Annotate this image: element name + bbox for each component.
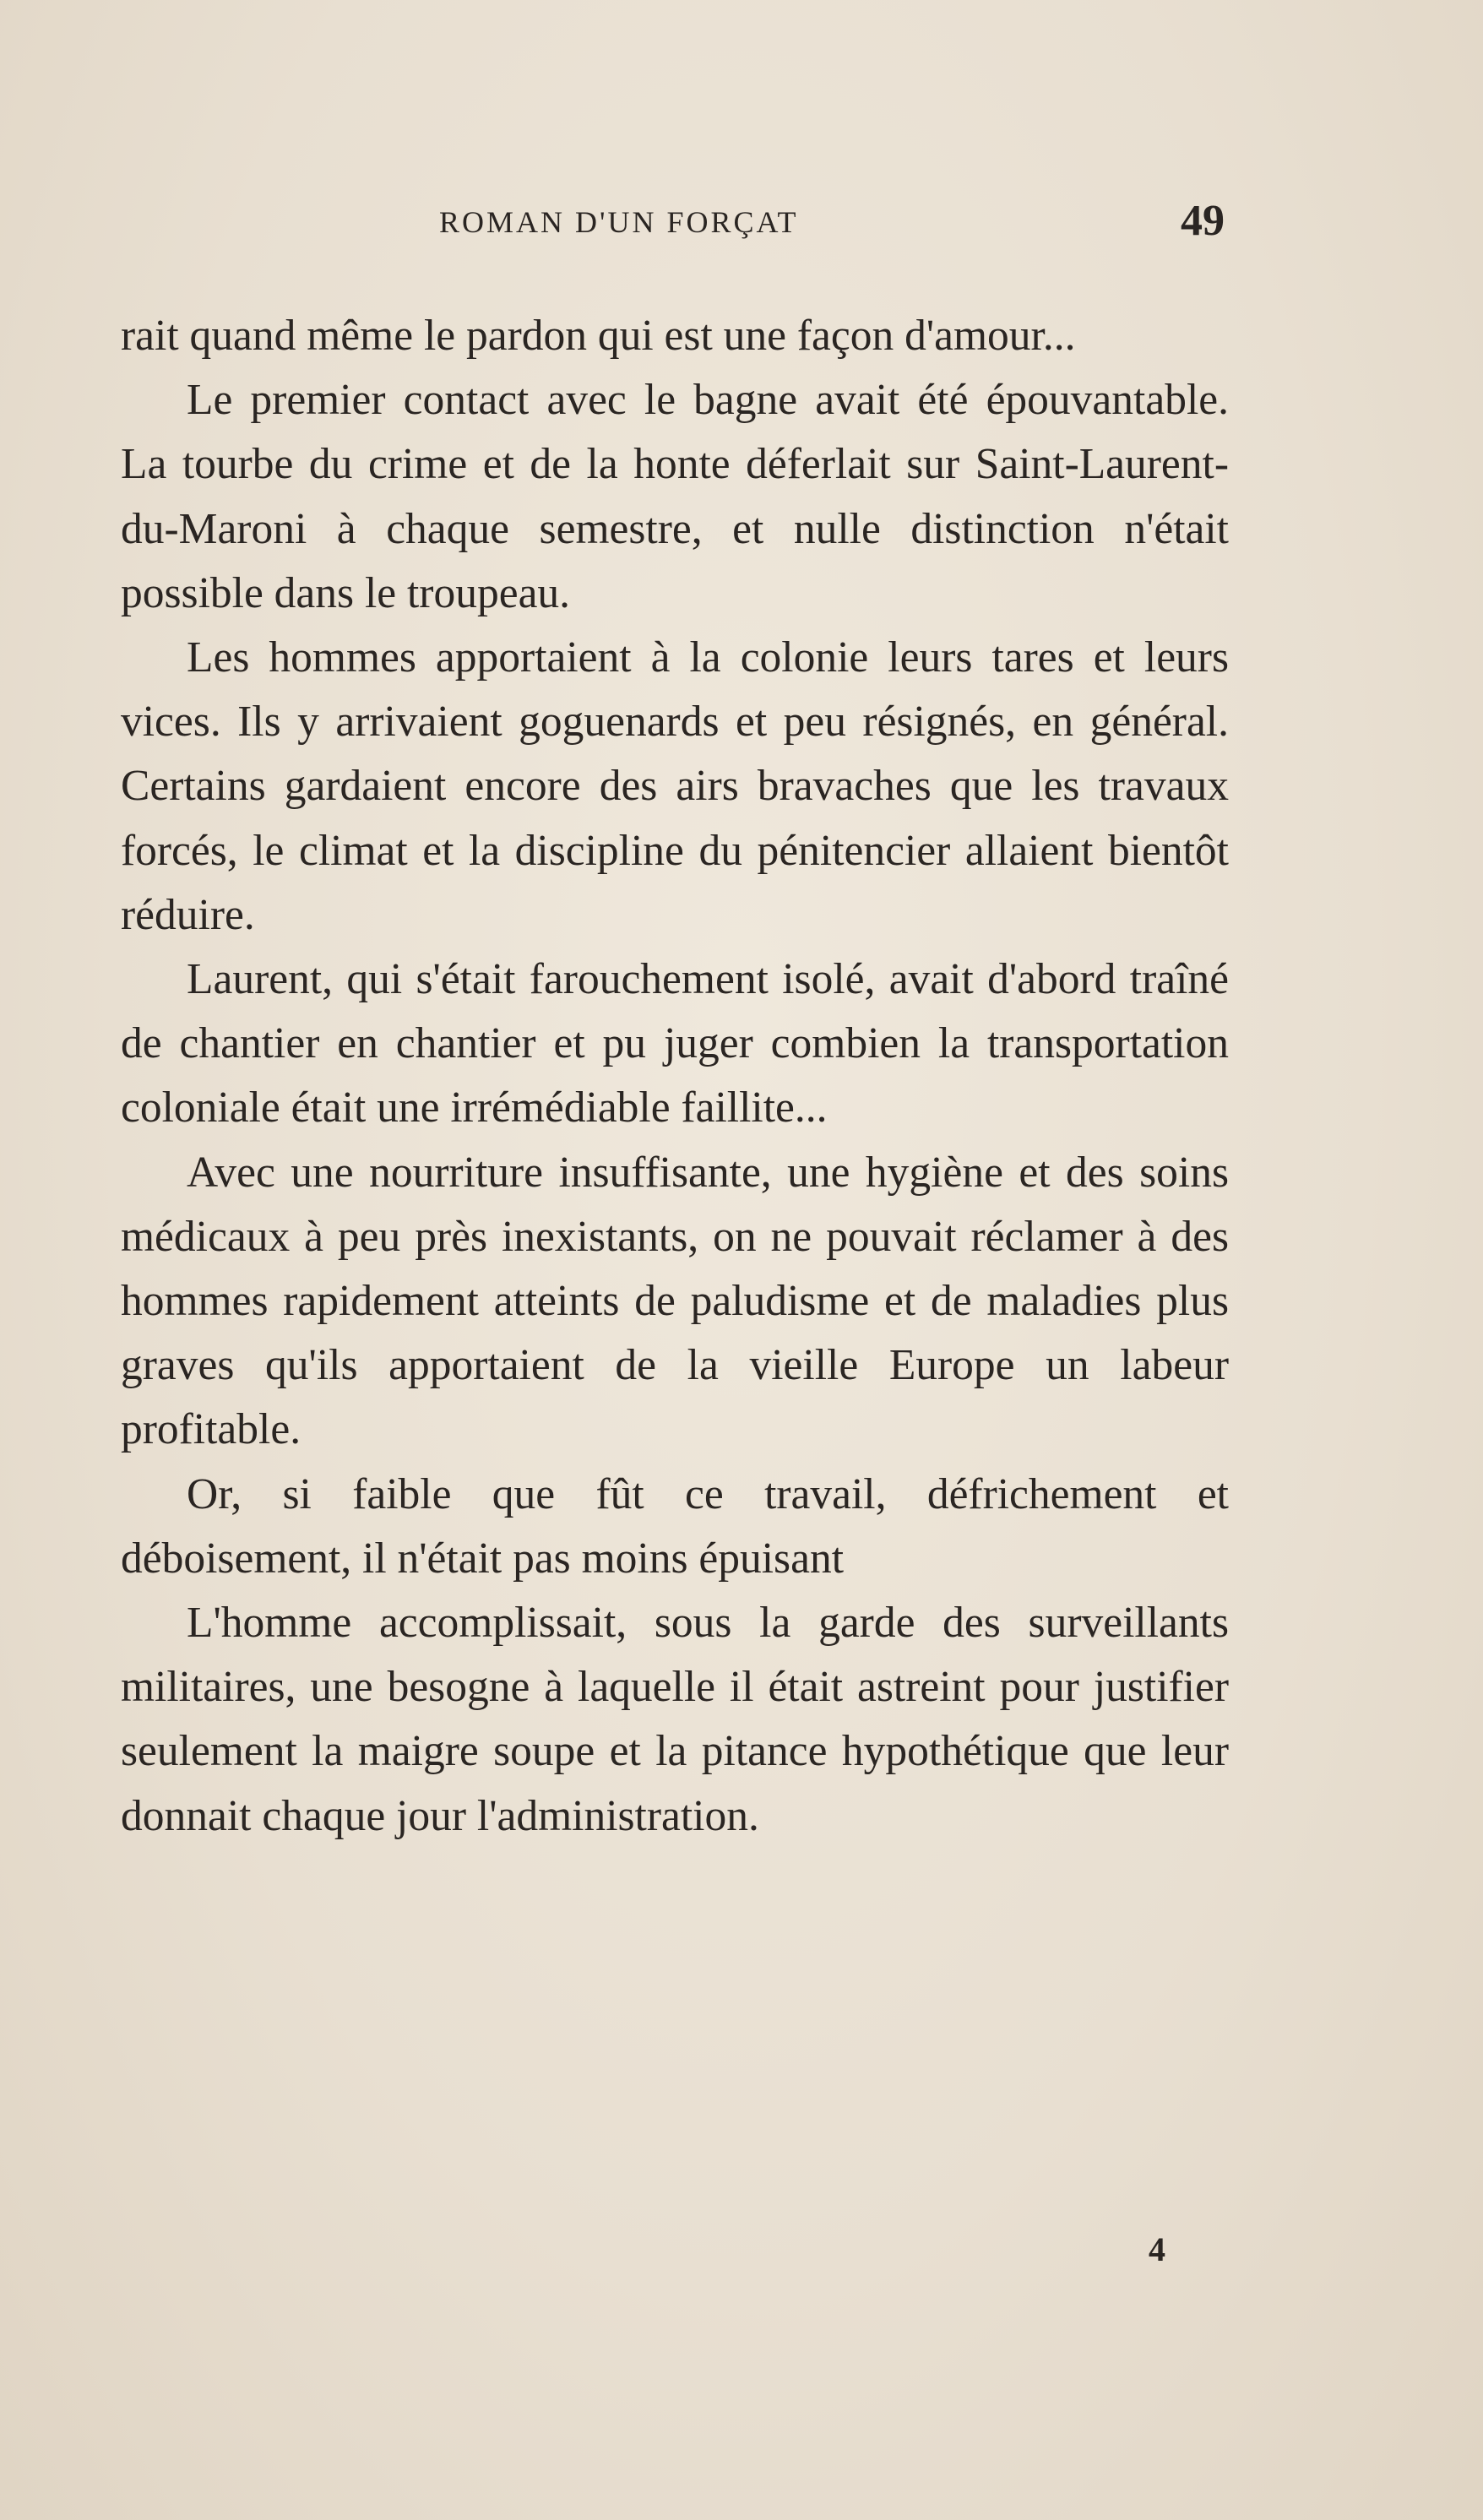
paragraph: Or, si faible que fût ce travail, défrichement et déboisement, il n'était pas moins épuisant	[121, 1469, 1229, 1583]
body-text	[121, 304, 1229, 1849]
running-title: ROMAN D'UN FORÇAT	[439, 205, 799, 239]
page-number: 49	[1181, 197, 1225, 245]
signature-mark: 4	[1149, 2230, 1165, 2268]
paragraph: Avec une nourriture insuffisante, une hygiène et des soins médicaux à peu près inexistants, on ne pouvait réclamer à des hommes rapidement atteints de paludisme et de maladies plus graves qu'ils apportaient de la vieille Europe un labeur profitable.	[121, 1148, 1229, 1454]
paragraph: Le premier contact avec le bagne avait été épouvantable. La tourbe du crime et de la honte déferlait sur Saint-Laurent-du-Maroni à chaque semestre, et nulle distinction n'était possible dans le troupeau.	[121, 376, 1229, 617]
paragraph-continued: rait quand même le pardon qui est une façon d'amour...	[121, 312, 1076, 360]
paragraph: Laurent, qui s'était farouchement isolé, avait d'abord traîné de chantier en chantier et pu juger combien la transportation coloniale était une irrémédiable faillite...	[121, 955, 1229, 1132]
running-head	[118, 197, 1233, 252]
paragraph: Les hommes apportaient à la colonie leurs tares et leurs vices. Ils y arrivaient goguenards et peu résignés, en général. Certains gardaient encore des airs bravaches que les travaux forcés, le climat et la discipline du pénitencier allaient bientôt réduire.	[121, 633, 1229, 939]
paragraph: L'homme accomplissait, sous la garde des surveillants militaires, une besogne à laquelle il était astreint pour justifier seulement la maigre soupe et la pitance hypothétique que leur donnait chaque jour l'administration.	[121, 1599, 1229, 1840]
